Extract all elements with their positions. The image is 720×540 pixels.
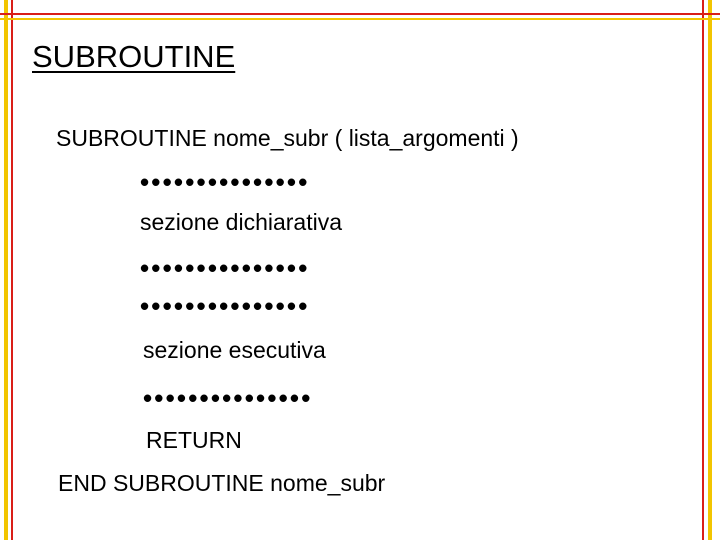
ellipsis-dots-2: ••••••••••••••• <box>140 253 310 283</box>
ellipsis-dots-3: ••••••••••••••• <box>140 291 310 321</box>
subroutine-header-line: SUBROUTINE nome_subr ( lista_argomenti ) <box>56 125 519 151</box>
left-yellow-border-line <box>4 0 8 540</box>
top-yellow-border-line <box>0 18 720 20</box>
top-red-border-line <box>0 13 720 15</box>
ellipsis-dots-1: ••••••••••••••• <box>140 167 310 197</box>
ellipsis-dots-4: ••••••••••••••• <box>143 383 313 413</box>
left-red-border-line <box>11 0 13 540</box>
declarative-section-line: sezione dichiarativa <box>140 209 343 235</box>
return-line: RETURN <box>146 427 242 453</box>
executive-section-line: sezione esecutiva <box>143 337 326 363</box>
end-subroutine-line: END SUBROUTINE nome_subr <box>58 470 386 496</box>
right-red-border-line <box>702 0 704 540</box>
slide-title: SUBROUTINE <box>32 39 236 74</box>
right-yellow-border-line <box>708 0 712 540</box>
